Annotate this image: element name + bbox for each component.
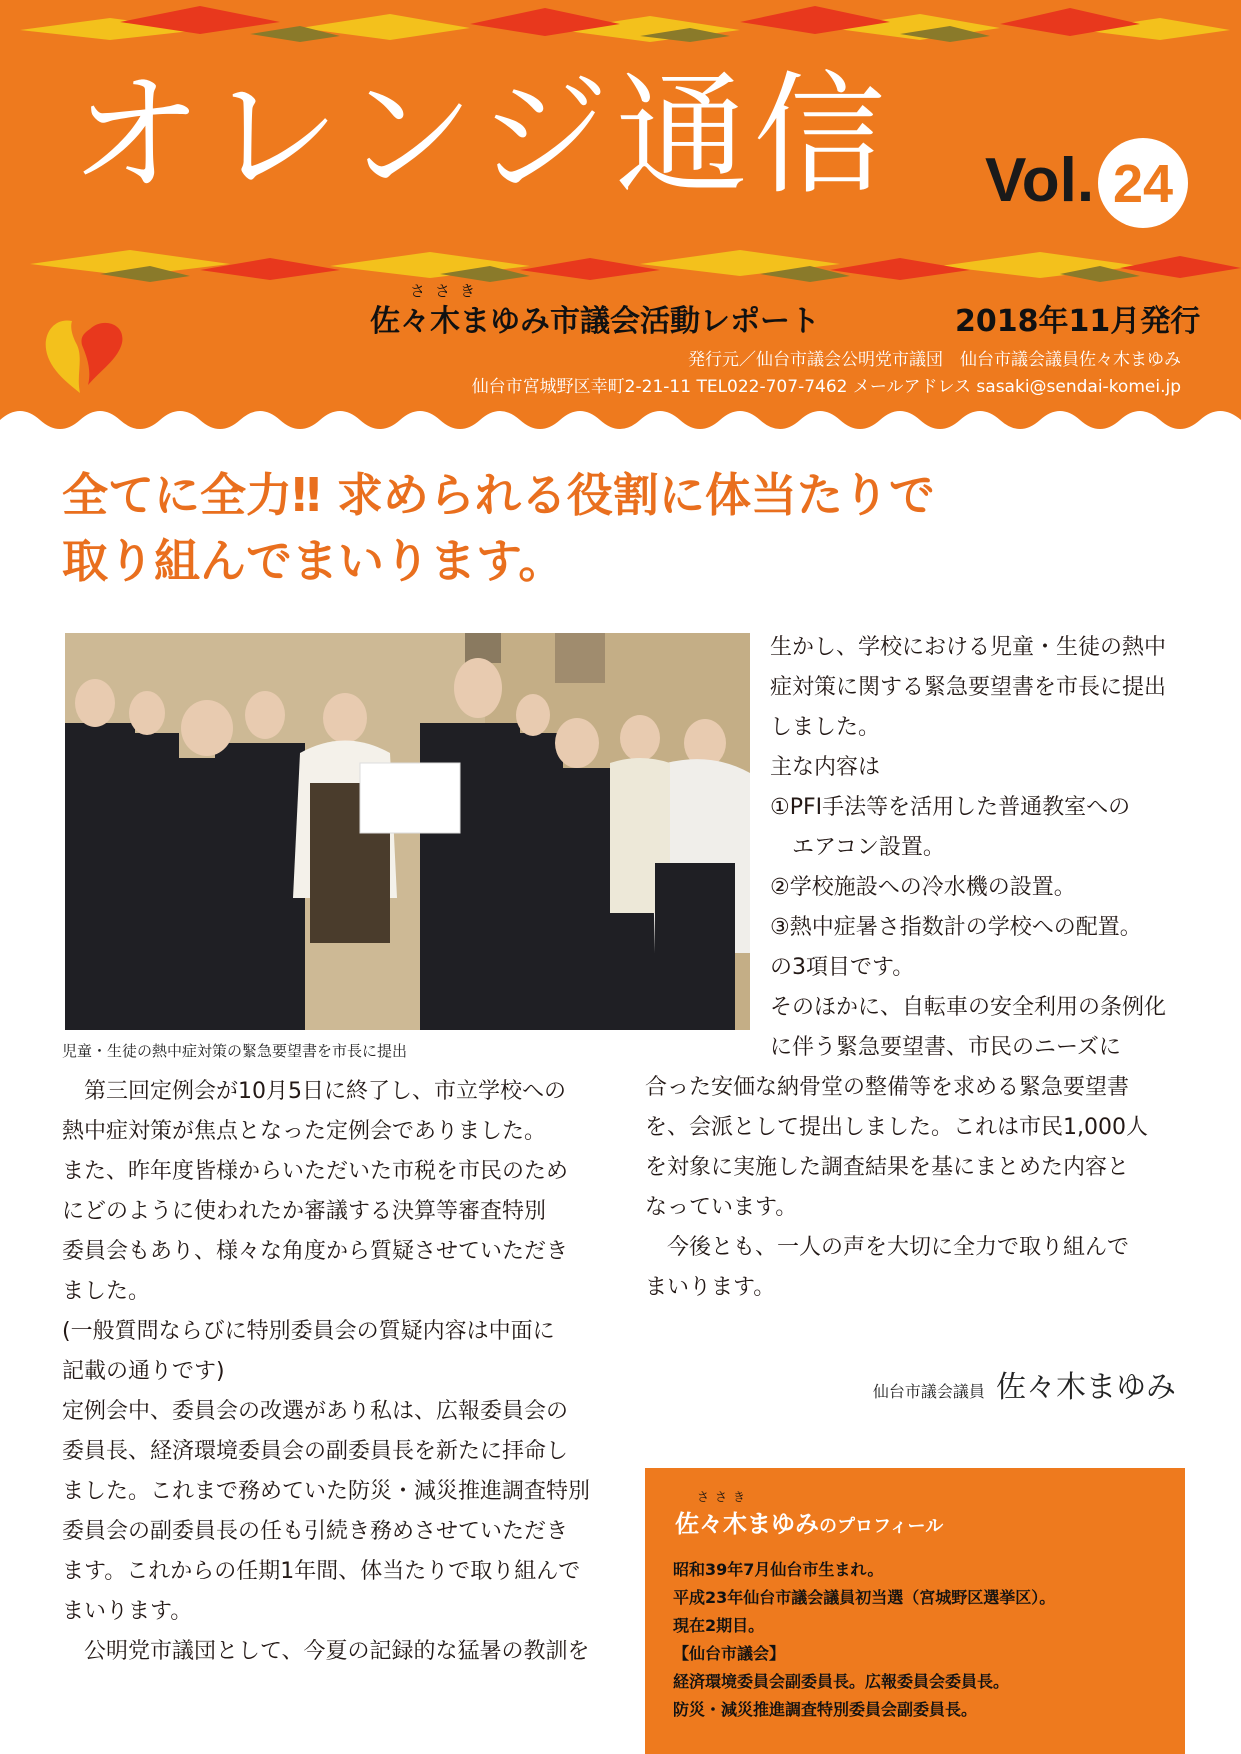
body-line: 定例会中、委員会の改選があり私は、広報委員会の bbox=[62, 1399, 569, 1424]
photo-caption: 児童・生徒の熱中症対策の緊急要望書を市長に提出 bbox=[62, 1042, 408, 1060]
profile-list bbox=[673, 1556, 1055, 1724]
body-line: ました。これまで務めていた防災・減災推進調査特別 bbox=[62, 1479, 591, 1504]
body-line: 症対策に関する緊急要望書を市長に提出 bbox=[770, 675, 1167, 700]
body-line: まいります。 bbox=[62, 1599, 193, 1624]
subtitle-ruby: ささき bbox=[410, 282, 486, 300]
body-right-bottom-column bbox=[645, 1068, 1205, 1308]
body-line: そのほかに、自転車の安全利用の条例化 bbox=[770, 995, 1167, 1020]
body-line: 委員会の副委員長の任も引続き務めさせていただき bbox=[62, 1519, 569, 1544]
headline bbox=[62, 462, 1182, 594]
body-line: 合った安価な納骨堂の整備等を求める緊急要望書 bbox=[645, 1075, 1130, 1100]
signature-name: 佐々木まゆみ bbox=[996, 1370, 1176, 1405]
profile-title-name: 佐々木まゆみ bbox=[675, 1510, 819, 1538]
newsletter-title: オレンジ通信 bbox=[70, 59, 892, 213]
body-line: まいります。 bbox=[645, 1275, 776, 1300]
signature bbox=[873, 1362, 1176, 1406]
body-line: また、昨年度皆様からいただいた市税を市民のため bbox=[62, 1159, 569, 1184]
profile-title-suffix: のプロフィール bbox=[819, 1516, 944, 1537]
body-line: 主な内容は bbox=[770, 755, 881, 780]
list-item: ②学校施設への冷水機の設置。 bbox=[770, 875, 1076, 900]
profile-item: 現在2期目。 bbox=[673, 1616, 765, 1635]
body-line: 第三回定例会が10月5日に終了し、市立学校への bbox=[84, 1079, 566, 1104]
masthead bbox=[0, 0, 1241, 440]
profile-item: 防災・減災推進調査特別委員会副委員長。 bbox=[673, 1700, 978, 1719]
issue-date: 2018年11月発行 bbox=[955, 304, 1201, 339]
group-photo bbox=[65, 633, 750, 1030]
profile-item: 【仙台市議会】 bbox=[673, 1644, 786, 1663]
body-line: なっています。 bbox=[645, 1195, 798, 1220]
profile-item: 平成23年仙台市議会議員初当選（宮城野区選挙区）。 bbox=[673, 1588, 1056, 1607]
body-line: 委員長、経済環境委員会の副委員長を新たに拝命し bbox=[62, 1439, 569, 1464]
list-item: ①PFI手法等を活用した普通教室への bbox=[770, 795, 1131, 820]
body-line: しました。 bbox=[770, 715, 881, 740]
profile-item: 経済環境委員会副委員長。広報委員会委員長。 bbox=[673, 1672, 1010, 1691]
body-line: 熱中症対策が焦点となった定例会でありました。 bbox=[62, 1119, 547, 1144]
bottom-decorative-band bbox=[0, 244, 1241, 284]
body-line: 委員会もあり、様々な角度から質疑させていただき bbox=[62, 1239, 569, 1264]
body-line: 生かし、学校における児童・生徒の熱中 bbox=[770, 635, 1167, 660]
top-decorative-band bbox=[0, 0, 1241, 46]
list-item: ③熱中症暑さ指数計の学校への配置。 bbox=[770, 915, 1142, 940]
body-line: を対象に実施した調査結果を基にまとめた内容と bbox=[645, 1155, 1130, 1180]
publisher-line: 発行元／仙台市議会公明党市議団 仙台市議会議員佐々木まゆみ bbox=[688, 350, 1181, 370]
body-line: 今後とも、一人の声を大切に全力で取り組んで bbox=[667, 1235, 1130, 1260]
photo-illustration bbox=[65, 633, 750, 1030]
signature-role: 仙台市議会議員 bbox=[872, 1382, 985, 1401]
volume-label: Vol. bbox=[985, 146, 1095, 215]
headline-line-1: 全てに全力‼ 求められる役割に体当たりで bbox=[62, 468, 935, 522]
body-line: (一般質問ならびに特別委員会の質疑内容は中面に bbox=[62, 1319, 555, 1344]
headline-line-2: 取り組んでまいります。 bbox=[62, 534, 565, 588]
body-line: を、会派として提出しました。これは市民1,000人 bbox=[645, 1115, 1148, 1140]
wavy-edge bbox=[0, 400, 1241, 440]
body-line: の3項目です。 bbox=[770, 955, 915, 980]
body-line: にどのように使われたか審議する決算等審査特別 bbox=[62, 1199, 547, 1224]
double-heart-logo-icon bbox=[40, 315, 140, 395]
profile-title bbox=[675, 1504, 943, 1539]
body-left-column bbox=[62, 1072, 602, 1672]
list-item: エアコン設置。 bbox=[792, 835, 945, 860]
body-right-top-column bbox=[770, 628, 1190, 1068]
body-line: ました。 bbox=[62, 1279, 151, 1304]
body-line: 記載の通りです) bbox=[62, 1359, 225, 1384]
profile-ruby: ささき bbox=[697, 1490, 752, 1504]
profile-item: 昭和39年7月仙台市生まれ。 bbox=[673, 1560, 884, 1579]
body-line: ます。これからの任期1年間、体当たりで取り組んで bbox=[62, 1559, 581, 1584]
body-line: に伴う緊急要望書、市民のニーズに bbox=[770, 1035, 1121, 1060]
body-line: 公明党市議団として、今夏の記録的な猛暑の教訓を bbox=[84, 1639, 590, 1664]
report-subtitle: 佐々木まゆみ市議会活動レポート bbox=[370, 304, 820, 339]
address-line: 仙台市宮城野区幸町2-21-11 TEL022-707-7462 メールアドレス sasaki@sendai-komei.jp bbox=[471, 377, 1181, 397]
volume-number-badge: 24 bbox=[1098, 138, 1188, 228]
profile-box bbox=[645, 1468, 1185, 1754]
